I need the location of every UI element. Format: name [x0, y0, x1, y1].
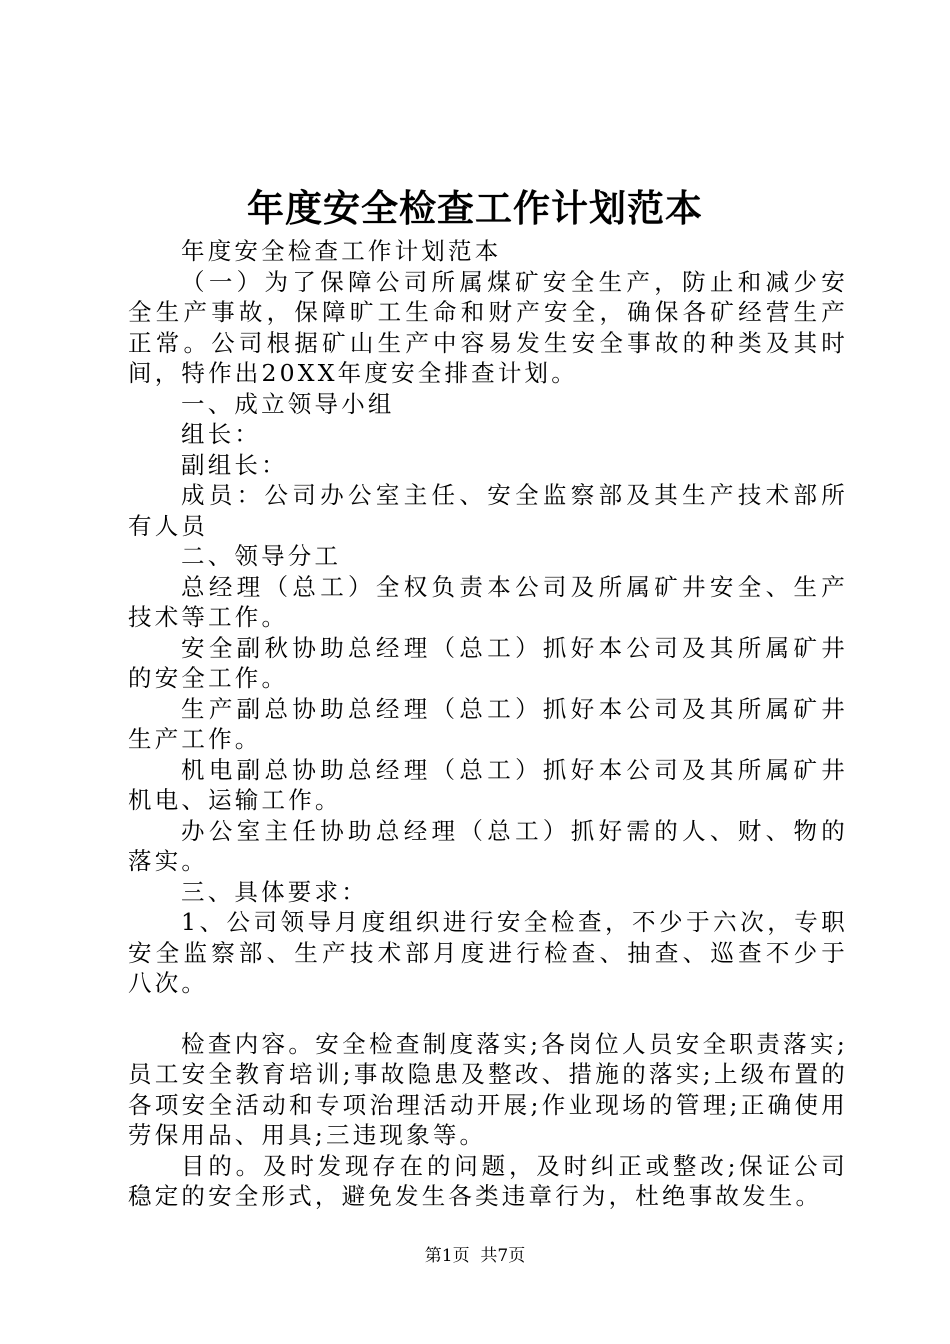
- page-total: 共7页: [480, 1246, 526, 1266]
- paragraph-general-manager: 总经理（总工）全权负责本公司及所属矿井安全、生产技术等工作。: [128, 572, 848, 631]
- section-heading-1: 一、成立领导小组: [181, 389, 395, 418]
- paragraph-safety-deputy: 安全副秋协助总经理（总工）抓好本公司及其所属矿井的安全工作。: [128, 633, 848, 692]
- page-number: 第1页: [424, 1246, 470, 1266]
- paragraph-purpose: 目的。及时发现存在的问题，及时纠正或整改;保证公司稳定的安全形式，避免发生各类违章行为，杜绝事故发生。: [128, 1151, 848, 1210]
- page-footer: [0, 1244, 950, 1268]
- paragraph-subtitle: 年度安全检查工作计划范本: [181, 237, 502, 265]
- paragraph-inspection-content: 检查内容。安全检查制度落实;各岗位人员安全职责落实;员工安全教育培训;事故隐患及整改、措施的落实;上级布置的各项安全活动和专项治理活动开展;作业现场的管理;正确使用劳保用品、用具;三违现象等。: [128, 1029, 848, 1149]
- document-title: 年度安全检查工作计划范本: [247, 186, 703, 230]
- paragraph-intro: （一）为了保障公司所属煤矿安全生产，防止和减少安全生产事故，保障旷工生命和财产安全，确保各矿经营生产正常。公司根据矿山生产中容易发生安全事故的种类及其时间，特作出20XX年度安全排查计划。: [128, 267, 848, 387]
- paragraph-group-leader: 组长：: [181, 420, 262, 448]
- paragraph-members: 成员：公司办公室主任、安全监察部及其生产技术部所有人员: [128, 481, 848, 540]
- section-heading-2: 二、领导分工: [181, 542, 342, 570]
- paragraph-production-deputy: 生产副总协助总经理（总工）抓好本公司及其所属矿井生产工作。: [128, 694, 848, 753]
- paragraph-office-director: 办公室主任协助总经理（总工）抓好需的人、财、物的落实。: [128, 816, 848, 875]
- paragraph-electromechanical-deputy: 机电副总协助总经理（总工）抓好本公司及其所属矿井机电、运输工作。: [128, 755, 848, 814]
- section-heading-3: 三、具体要求：: [181, 877, 368, 906]
- paragraph-requirement-1: 1、公司领导月度组织进行安全检查，不少于六次，专职安全监察部、生产技术部月度进行检查、抽查、巡查不少于八次。: [128, 908, 848, 997]
- document-body: [128, 236, 848, 1212]
- paragraph-deputy-leader: 副组长：: [181, 450, 288, 479]
